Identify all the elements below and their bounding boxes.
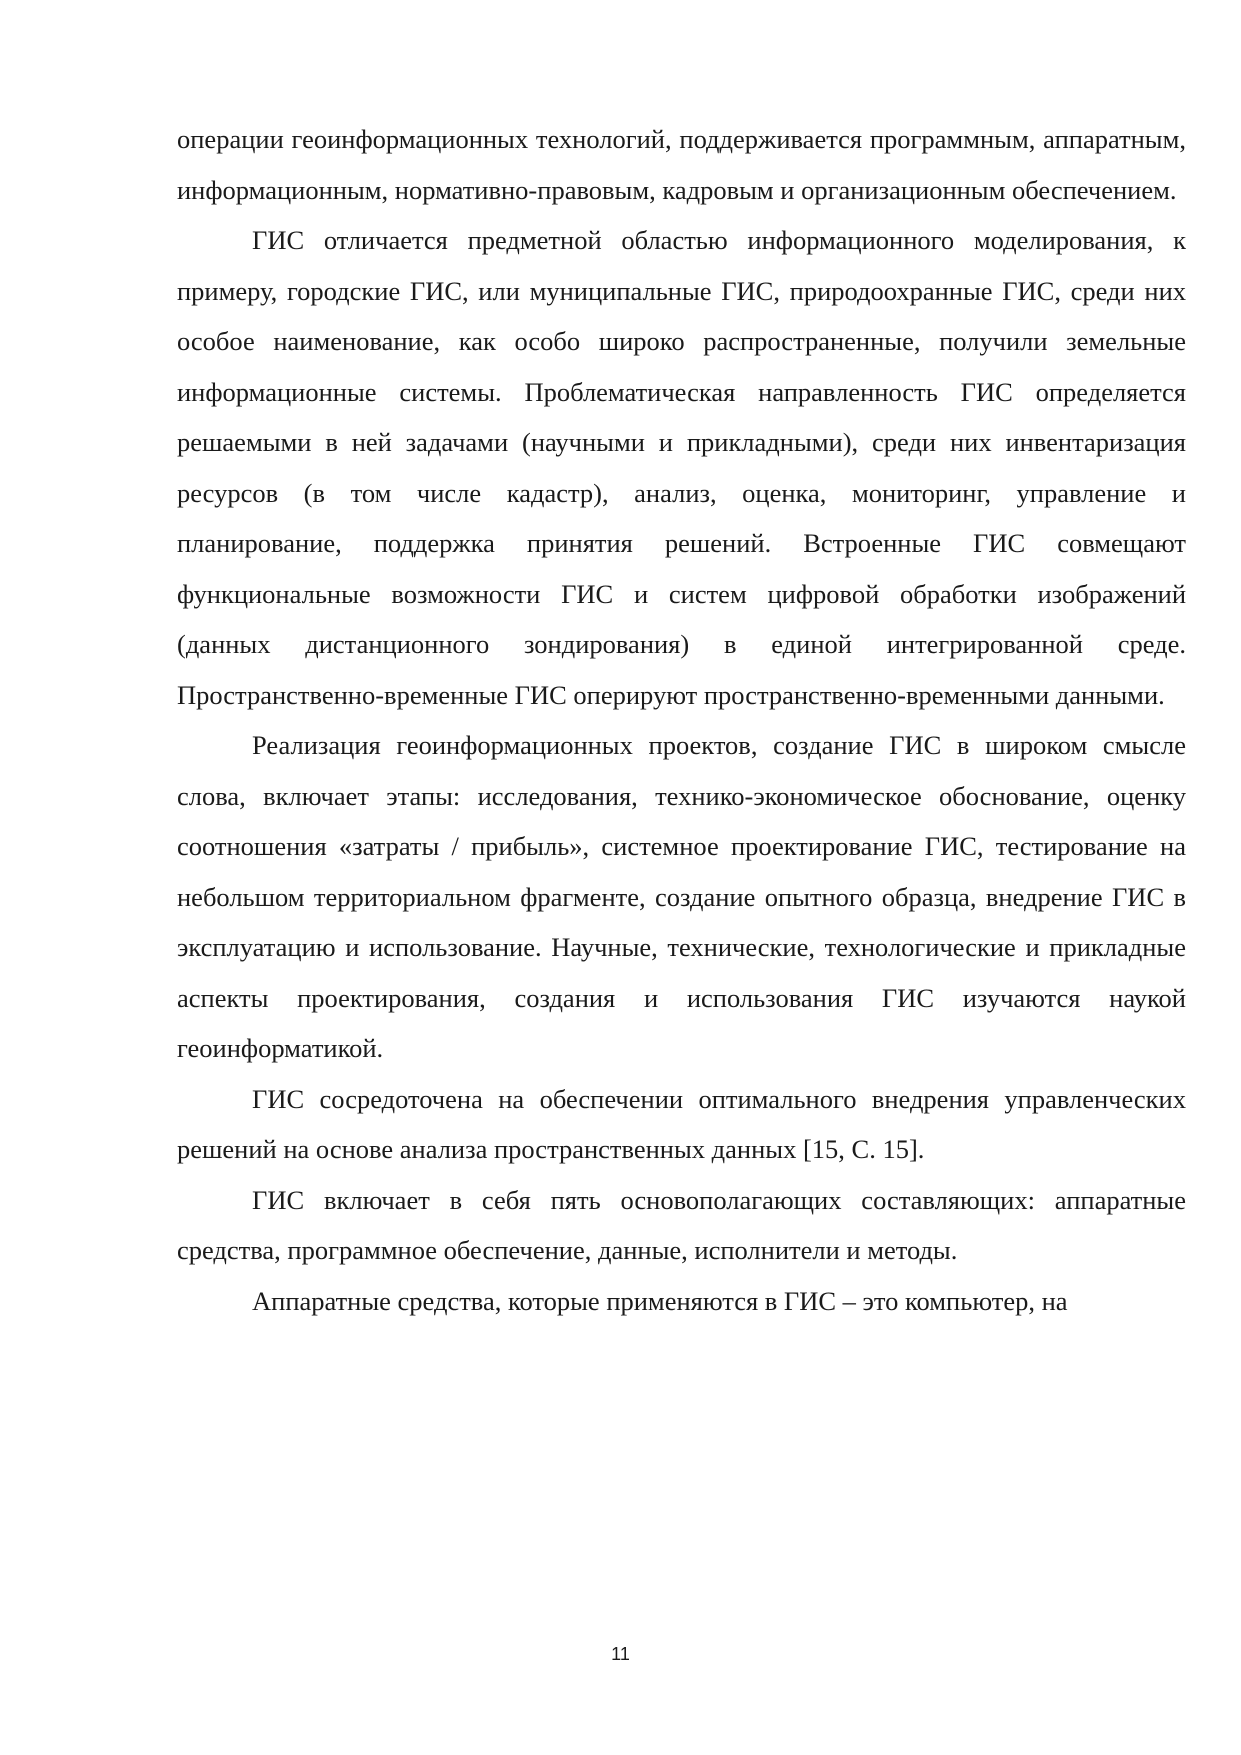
paragraph-5: ГИС включает в себя пять основополагающих составляющих: аппаратные средства, программное обеспечение, данные, исполнители и методы.	[177, 1184, 1186, 1265]
paragraph-6: Аппаратные средства, которые применяются в ГИС – это компьютер, на	[252, 1285, 1068, 1316]
paragraph-3: Реализация геоинформационных проектов, создание ГИС в широком смысле слова, включает этапы: исследования, технико-экономическое обоснование, оценку соотношения «затраты / прибыль», системное проектирование ГИС, тестирование на небольшом территориальном фрагменте, создание опытного образца, внедрение ГИС в эксплуатацию и использование. Научные, технические, технологические и прикладные аспекты проектирования, создания и использования ГИС изучаются наукой геоинформатикой.	[177, 730, 1186, 1063]
paragraph-4: ГИС сосредоточена на обеспечении оптимального внедрения управленческих решений на основе анализа пространственных данных [15, С. 15].	[177, 1083, 1186, 1164]
paragraph-2: ГИС отличается предметной областью информационного моделирования, к примеру, городские ГИС, или муниципальные ГИС, природоохранные ГИС, среди них особое наименование, как особо широко распространенные, получили земельные информационные системы. Проблематическая направленность ГИС определяется решаемыми в ней задачами (научными и прикладными), среди них инвентаризация ресурсов (в том числе кадастр), анализ, оценка, мониторинг, управление и планирование, поддержка принятия решений. Встроенные ГИС совмещают функциональные возможности ГИС и систем цифровой обработки изображений (данных дистанционного зондирования) в единой интегрированной среде. Пространственно-временные ГИС оперируют пространственно-временными данными.	[177, 225, 1186, 710]
body-text	[177, 114, 1186, 1326]
page-number: 11	[611, 1644, 630, 1664]
paragraph-1: операции геоинформационных технологий, поддерживается программным, аппаратным, информационным, нормативно-правовым, кадровым и организационным обеспечением.	[177, 124, 1186, 205]
